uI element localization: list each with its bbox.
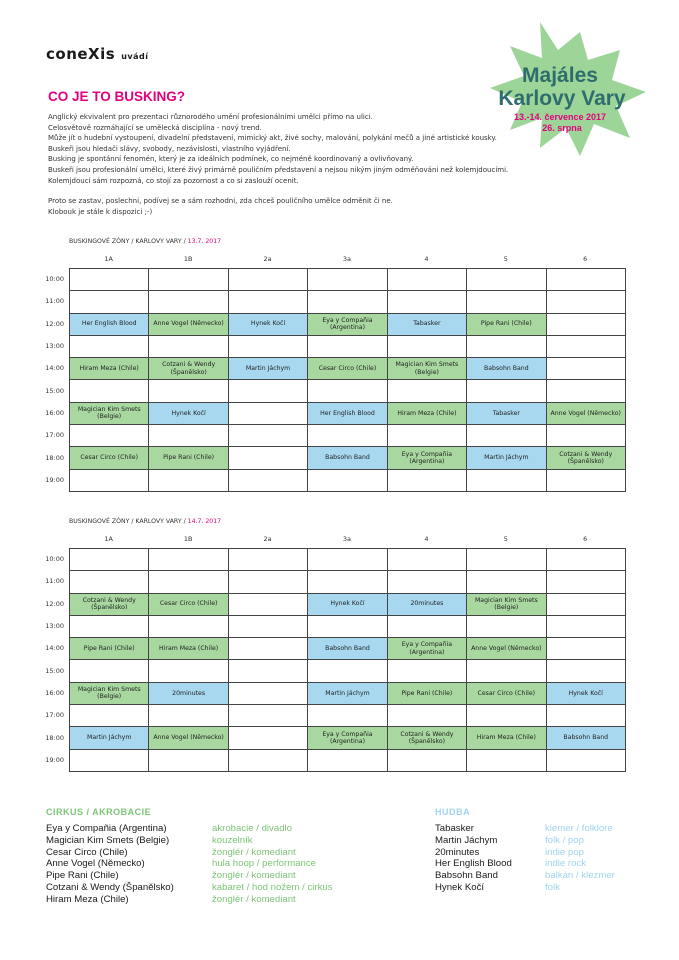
time-label: 17:00 [45, 711, 64, 720]
empty-slot [388, 291, 467, 313]
schedule-row [70, 291, 626, 313]
performance-slot: Hynek Kočí [308, 594, 387, 616]
time-label: 11:00 [45, 577, 64, 586]
empty-slot [70, 705, 149, 727]
empty-slot [547, 291, 626, 313]
legend-music-heading: HUDBA [435, 807, 470, 817]
empty-slot [149, 291, 228, 313]
zone-header: 1A [104, 255, 113, 263]
legend-genre: folk [545, 881, 560, 893]
empty-slot [149, 425, 228, 447]
empty-slot [547, 358, 626, 380]
zone-header: 1B [183, 535, 193, 543]
intro-line: Busking je spontánní fenomén, který je za ideálních podmínek, co nejméně koordinovaný a ovlivňovaný. [48, 155, 414, 164]
empty-slot [70, 336, 149, 358]
performance-slot: Babsohn Band [308, 447, 387, 469]
legend-genre: žonglér / komediant [212, 846, 296, 858]
performance-slot: Cotzani & Wendy (Španělsko) [70, 594, 149, 616]
legend-circus-heading: CIRKUS / AKROBACIE [46, 807, 152, 817]
empty-slot [388, 269, 467, 291]
performance-slot: Anne Vogel (Německo) [467, 638, 546, 660]
schedule-row [70, 594, 626, 616]
empty-slot [229, 616, 308, 638]
legend-genre: folk / pop [545, 834, 584, 846]
intro-closing-line: Proto se zastav, poslechni, podívej se a sám rozhodni, zda chceš pouličního umělce odměnit či ne. [48, 197, 393, 206]
performance-slot: Hiram Meza (Chile) [388, 403, 467, 425]
logo-dates2: 26. srpna [542, 123, 582, 133]
legend-circus [46, 807, 333, 906]
empty-slot [70, 750, 149, 772]
intro-line: Kolemjdoucí sám rozpozná, co stojí za pozornost a co si zaslouží ocenit. [48, 176, 299, 185]
page-heading: CO JE TO BUSKING? [48, 89, 186, 104]
zone-header: 3a [342, 535, 352, 543]
time-label: 16:00 [45, 408, 64, 417]
empty-slot [308, 291, 387, 313]
time-label: 10:00 [45, 275, 64, 284]
empty-slot [547, 705, 626, 727]
empty-slot [149, 549, 228, 571]
schedule-row [70, 380, 626, 402]
empty-slot [149, 269, 228, 291]
performance-slot: Hiram Meza (Chile) [149, 638, 228, 660]
legend-performer: Babsohn Band [435, 870, 498, 882]
schedule-row [70, 750, 626, 772]
empty-slot [229, 447, 308, 469]
time-label: 15:00 [45, 666, 64, 675]
schedule-row [70, 358, 626, 380]
time-label: 10:00 [45, 555, 64, 564]
time-label: 18:00 [45, 453, 64, 462]
empty-slot [547, 660, 626, 682]
performance-slot: Hynek Kočí [229, 314, 308, 336]
legend-genre: žonglér / komediant [212, 893, 296, 905]
empty-slot [70, 571, 149, 593]
performance-slot: Cesar Circo (Chile) [70, 447, 149, 469]
empty-slot [70, 291, 149, 313]
performance-slot: Cotzani & Wendy (Španělsko) [388, 727, 467, 749]
empty-slot [547, 594, 626, 616]
performance-slot: Eya y Compañia (Argentina) [308, 727, 387, 749]
time-label: 14:00 [45, 364, 64, 373]
schedule-row [70, 425, 626, 447]
empty-slot [547, 616, 626, 638]
performance-slot: Tabasker [388, 314, 467, 336]
intro-line: Může jít o hudební vystoupení, divadelní představení, mimický akt, živé sochy, malování, polykání mečů a jiné artistické kousky. [48, 134, 497, 143]
schedule-row [70, 447, 626, 469]
zone-header: 6 [583, 255, 588, 263]
empty-slot [229, 269, 308, 291]
performance-slot: Eya y Compañia (Argentina) [388, 638, 467, 660]
empty-slot [149, 616, 228, 638]
performance-slot: Anne Vogel (Německo) [149, 727, 228, 749]
empty-slot [149, 705, 228, 727]
performance-slot: Eya y Compañia (Argentina) [388, 447, 467, 469]
empty-slot [229, 470, 308, 492]
empty-slot [308, 470, 387, 492]
performance-slot: Martin Jáchym [70, 727, 149, 749]
empty-slot [467, 380, 546, 402]
empty-slot [388, 380, 467, 402]
zone-header: 2a [263, 535, 272, 543]
legend-performer: Cesar Circo (Chile) [46, 846, 128, 858]
zone-header-row [69, 535, 625, 545]
zone-header: 5 [503, 255, 508, 263]
empty-slot [229, 571, 308, 593]
brand-presents: uvádí [121, 52, 149, 61]
legend-genre: klemer / folklore [545, 823, 613, 834]
empty-slot [229, 594, 308, 616]
empty-slot [388, 571, 467, 593]
empty-slot [308, 380, 387, 402]
time-column [20, 268, 64, 491]
zone-header: 1B [183, 255, 193, 263]
schedule-row [70, 727, 626, 749]
empty-slot [70, 616, 149, 638]
performance-slot: Hynek Kočí [547, 683, 626, 705]
legend-music [435, 807, 615, 894]
empty-slot [388, 425, 467, 447]
empty-slot [229, 750, 308, 772]
brand-name: coneXis [46, 45, 116, 63]
performance-slot: Tabasker [467, 403, 546, 425]
empty-slot [467, 705, 546, 727]
legend-performer: Tabasker [435, 823, 474, 834]
legend-genre: indie pop [545, 846, 584, 858]
performance-slot: Eya y Compañia (Argentina) [308, 314, 387, 336]
performance-slot: Her English Blood [308, 403, 387, 425]
empty-slot [308, 336, 387, 358]
zone-header: 4 [424, 535, 429, 543]
performance-slot: Cesar Circo (Chile) [308, 358, 387, 380]
schedule-row [70, 269, 626, 291]
empty-slot [229, 291, 308, 313]
empty-slot [70, 549, 149, 571]
empty-slot [547, 269, 626, 291]
intro-text [48, 112, 528, 217]
legend-genre: balkán / klezmer [545, 870, 615, 882]
empty-slot [149, 571, 228, 593]
time-label: 19:00 [45, 475, 64, 484]
schedule-row [70, 705, 626, 727]
empty-slot [467, 470, 546, 492]
empty-slot [547, 470, 626, 492]
performance-slot: 20minutes [149, 683, 228, 705]
empty-slot [149, 660, 228, 682]
performance-slot: Cotzani & Wendy (Španělsko) [547, 447, 626, 469]
zone-header: 3a [342, 255, 352, 263]
time-label: 15:00 [45, 386, 64, 395]
performance-slot: Hiram Meza (Chile) [467, 727, 546, 749]
empty-slot [467, 616, 546, 638]
empty-slot [388, 470, 467, 492]
empty-slot [467, 660, 546, 682]
empty-slot [70, 380, 149, 402]
empty-slot [467, 336, 546, 358]
empty-slot [308, 269, 387, 291]
empty-slot [388, 336, 467, 358]
performance-slot: Cesar Circo (Chile) [149, 594, 228, 616]
empty-slot [547, 571, 626, 593]
empty-slot [149, 470, 228, 492]
legend-genre: kouzelník [212, 834, 253, 846]
zone-header: 4 [424, 255, 429, 263]
schedule-date: 14.7. 2017 [187, 518, 222, 525]
schedule-row [70, 549, 626, 571]
performance-slot: Cesar Circo (Chile) [467, 683, 546, 705]
time-label: 16:00 [45, 688, 64, 697]
legend-genre: žonglér / komediant [212, 870, 296, 882]
empty-slot [308, 425, 387, 447]
time-label: 17:00 [45, 431, 64, 440]
performance-slot: Martin Jáchym [229, 358, 308, 380]
schedule-grid [69, 268, 626, 492]
empty-slot [467, 750, 546, 772]
performance-slot: Magician Kim Smets (Belgie) [70, 403, 149, 425]
legend-genre: akrobacie / divadlo [212, 823, 292, 834]
empty-slot [467, 571, 546, 593]
schedule-title-text: BUSKINGOVÉ ZÓNY / KARLOVY VARY / [69, 238, 188, 245]
empty-slot [547, 638, 626, 660]
performance-slot: Pipe Rani (Chile) [388, 683, 467, 705]
empty-slot [149, 336, 228, 358]
performance-slot: Magician Kim Smets (Belgie) [467, 594, 546, 616]
zone-header: 5 [503, 535, 508, 543]
intro-closing-line: Klobouk je stále k dispozici ;-) [48, 207, 153, 216]
performance-slot: Babsohn Band [467, 358, 546, 380]
schedule-row [70, 314, 626, 336]
empty-slot [229, 380, 308, 402]
schedule-row [70, 638, 626, 660]
zone-header: 6 [583, 535, 588, 543]
performance-slot: Magician Kim Smets (Belgie) [70, 683, 149, 705]
performance-slot: Babsohn Band [308, 638, 387, 660]
legend-performer: Magician Kim Smets (Belgie) [46, 834, 170, 846]
empty-slot [467, 291, 546, 313]
legend-performer: Hiram Meza (Chile) [46, 893, 129, 905]
schedule-row [70, 336, 626, 358]
empty-slot [229, 403, 308, 425]
empty-slot [467, 269, 546, 291]
zone-header: 2a [263, 255, 272, 263]
schedule-title [69, 238, 221, 245]
legend-performer: Martin Jáchym [435, 834, 498, 846]
empty-slot [308, 549, 387, 571]
schedule-grid [69, 548, 626, 772]
performance-slot: Cotzani & Wendy (Španělsko) [149, 358, 228, 380]
time-label: 14:00 [45, 644, 64, 653]
empty-slot [229, 638, 308, 660]
empty-slot [388, 660, 467, 682]
empty-slot [229, 705, 308, 727]
empty-slot [547, 549, 626, 571]
performance-slot: Anne Vogel (Německo) [149, 314, 228, 336]
legend-performer: Anne Vogel (Německo) [46, 858, 145, 870]
legend-performer: Hynek Kočí [435, 881, 485, 893]
empty-slot [229, 683, 308, 705]
performance-slot: Hynek Kočí [149, 403, 228, 425]
logo-dates1: 13.-14. července 2017 [513, 112, 607, 122]
performance-slot: Pipe Rani (Chile) [149, 447, 228, 469]
empty-slot [149, 380, 228, 402]
performance-slot: Magician Kim Smets (Belgie) [388, 358, 467, 380]
performance-slot: Hiram Meza (Chile) [70, 358, 149, 380]
empty-slot [547, 314, 626, 336]
intro-line: Celosvětově rozmáhající se umělecká disciplína - nový trend. [48, 123, 262, 132]
intro-line: Buskeři jsou profesionální umělci, které živý primárně pouličním představení a nejsou nikým jiným odměňováni než kolemjdoucími. [48, 165, 509, 174]
intro-line: Buskeři jsou hledači slávy, svobody, nezávislosti, vlastního vyjádření. [48, 144, 291, 153]
zone-header-row [69, 255, 625, 265]
schedule-row [70, 683, 626, 705]
empty-slot [388, 616, 467, 638]
empty-slot [229, 660, 308, 682]
legend-genre: indie rock [545, 858, 587, 870]
time-label: 13:00 [45, 342, 64, 351]
empty-slot [547, 750, 626, 772]
empty-slot [229, 549, 308, 571]
performance-slot: Anne Vogel (Německo) [547, 403, 626, 425]
legend-performer: Cotzani & Wendy (Španělsko) [46, 881, 174, 893]
empty-slot [388, 705, 467, 727]
empty-slot [70, 269, 149, 291]
brand-logo [46, 45, 148, 63]
time-label: 13:00 [45, 622, 64, 631]
time-label: 12:00 [45, 599, 64, 608]
legend-performer: Her English Blood [435, 858, 512, 870]
empty-slot [149, 750, 228, 772]
time-column [20, 548, 64, 771]
intro-line: Anglický ekvivalent pro prezentaci různorodého umění profesionálními umělci přímo na ulici. [48, 113, 373, 121]
performance-slot: 20minutes [388, 594, 467, 616]
time-label: 18:00 [45, 733, 64, 742]
performance-slot: Pipe Rani (Chile) [467, 314, 546, 336]
time-label: 11:00 [45, 297, 64, 306]
legend-performer: Eya y Compañia (Argentina) [46, 823, 167, 834]
logo-line2: Karlovy Vary [498, 87, 626, 110]
time-label: 12:00 [45, 319, 64, 328]
schedule-row [70, 470, 626, 492]
schedule-row [70, 616, 626, 638]
empty-slot [229, 727, 308, 749]
empty-slot [308, 705, 387, 727]
performance-slot: Martin Jáchym [308, 683, 387, 705]
performance-slot: Babsohn Band [547, 727, 626, 749]
schedule-title-text: BUSKINGOVÉ ZÓNY / KARLOVY VARY / [69, 518, 188, 525]
empty-slot [308, 616, 387, 638]
logo-line1: Majáles [522, 64, 598, 87]
empty-slot [547, 336, 626, 358]
time-label: 19:00 [45, 755, 64, 764]
performance-slot: Her English Blood [70, 314, 149, 336]
empty-slot [70, 425, 149, 447]
empty-slot [229, 425, 308, 447]
performance-slot: Martin Jáchym [467, 447, 546, 469]
empty-slot [467, 425, 546, 447]
empty-slot [229, 336, 308, 358]
empty-slot [70, 470, 149, 492]
legend-performer: Pipe Rani (Chile) [46, 870, 119, 882]
empty-slot [547, 425, 626, 447]
zone-header: 1A [104, 535, 113, 543]
empty-slot [388, 549, 467, 571]
schedule-date: 13.7. 2017 [187, 238, 222, 245]
schedule-title [69, 518, 221, 525]
legend-genre: kabaret / hod nožem / cirkus [212, 881, 333, 893]
legend-genre: hula hoop / performance [212, 858, 316, 870]
empty-slot [547, 380, 626, 402]
schedule-row [70, 660, 626, 682]
schedule-row [70, 571, 626, 593]
empty-slot [308, 571, 387, 593]
empty-slot [388, 750, 467, 772]
empty-slot [308, 660, 387, 682]
empty-slot [467, 549, 546, 571]
performance-slot: Pipe Rani (Chile) [70, 638, 149, 660]
schedule-row [70, 403, 626, 425]
empty-slot [308, 750, 387, 772]
legend-performer: 20minutes [435, 846, 480, 858]
empty-slot [70, 660, 149, 682]
